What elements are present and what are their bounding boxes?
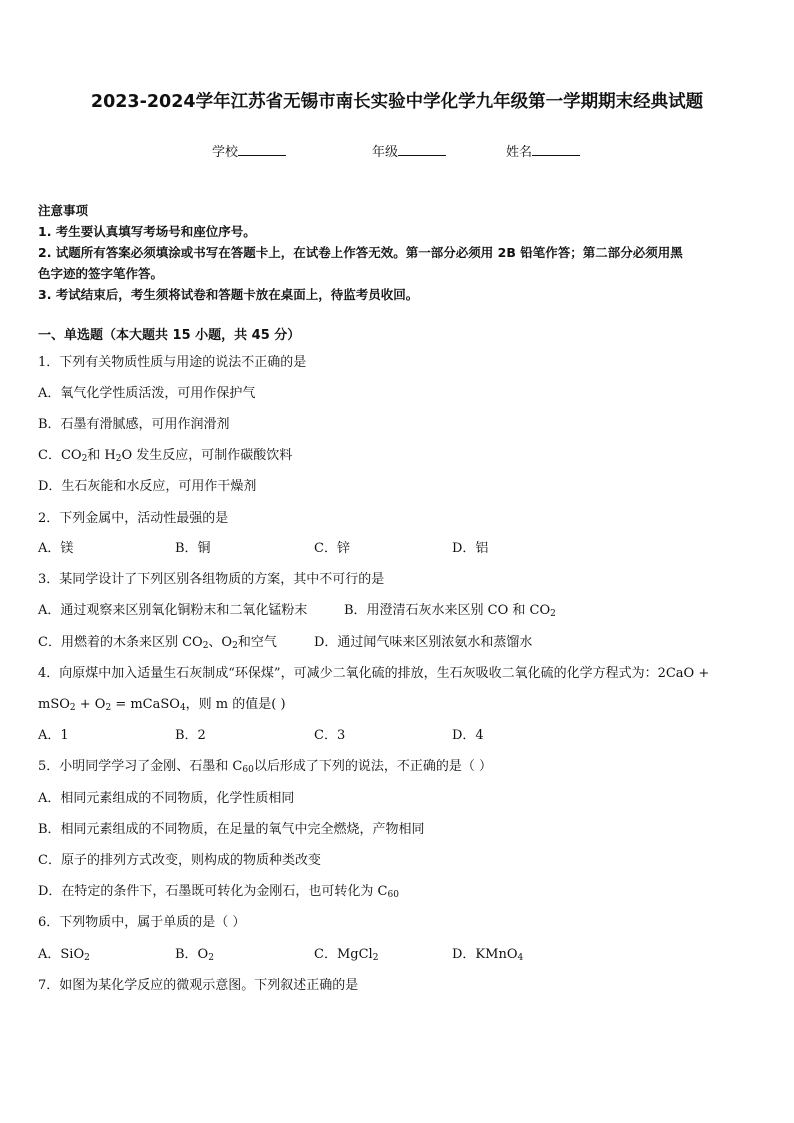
name-blank[interactable] [532,143,580,156]
school-field[interactable] [212,141,286,160]
q5-option-a: A．相同元素组成的不同物质，化学性质相同 [38,791,295,806]
q3-stem: 3．某同学设计了下列区别各组物质的方案，其中不可行的是 [38,572,385,587]
q4-equation: $mSO_2 + O_2$ = mCaSO$_4$，则 m 的值是( ) [38,697,286,713]
q2-stem: 2．下列金属中，活动性最强的是 [38,511,229,526]
q6-stem: 6．下列物质中，属于单质的是（ ） [38,915,246,930]
school-label: 学校 [212,145,239,160]
q6-option-c: C．MgCl$_2$ [314,947,379,963]
q6-options [38,947,758,963]
q5-stem: 5．小明同学学习了金刚、石墨和 $C_{60}$以后形成了下列的说法，不正确的是（ ） [38,759,492,775]
notice-item-2: 2. 试题所有答案必须填涂或书写在答题卡上，在试卷上作答无效。第一部分必须用 2B 铅笔作答；第二部分必须用黑 [38,245,683,260]
q3-options-cd [38,635,758,651]
grade-blank[interactable] [398,143,446,156]
notice-item-1: 1. 考生要认真填写考场号和座位序号。 [38,224,256,239]
q5-option-c: C．原子的排列方式改变，则构成的物质种类改变 [38,853,321,868]
q1-option-d: D．生石灰能和水反应，可用作干燥剂 [38,479,257,494]
q7-stem: 7．如图为某化学反应的微观示意图。下列叙述正确的是 [38,978,359,993]
school-blank[interactable] [238,143,286,156]
q1-option-a: A．氧气化学性质活泼，可用作保护气 [38,386,256,401]
grade-field[interactable] [372,141,446,160]
grade-label: 年级 [372,145,399,160]
q6-option-a: A．SiO$_2$ [38,947,90,963]
q3-option-b: B．用澄清石灰水来区别 CO 和 $CO_2$ [344,603,556,619]
q3-option-a: A．通过观察来区别氧化铜粉末和二氧化锰粉末 [38,603,308,618]
q4-option-a: A．1 [38,728,69,743]
q4-option-b: B．2 [175,728,206,743]
notice-heading: 注意事项 [38,203,89,218]
q5-option-d: D．在特定的条件下，石墨既可转化为金刚石，也可转化为 $C_{60}$ [38,884,399,900]
q4-option-c: C．3 [314,728,346,743]
q2-option-b: B．铜 [175,541,211,556]
name-field[interactable] [506,141,580,160]
notice-item-3: 3. 考试结束后，考生须将试卷和答题卡放在桌面上，待监考员收回。 [38,287,419,302]
q6-option-b: B．$O_2$ [175,947,214,963]
q1-option-b: B．石墨有滑腻感，可用作润滑剂 [38,417,230,432]
name-label: 姓名 [506,145,533,160]
q4-option-d: D．4 [452,728,484,743]
q3-option-d: D．通过闻气味来区别浓氨水和蒸馏水 [314,635,533,650]
notice-item-2-cont: 色字迹的签字笔作答。 [38,266,164,281]
q4-options [38,728,758,744]
q2-options [38,541,758,557]
q4-stem: 4．向原煤中加入适量生石灰制成“环保煤”，可减少二氧化硫的排放，生石灰吸收二氧化硫的化学方程式为：2CaO + [38,666,710,681]
q5-option-b: B．相同元素组成的不同物质，在足量的氧气中完全燃烧，产物相同 [38,822,425,837]
q3-options-ab [38,603,758,619]
q2-option-c: C．锌 [314,541,350,556]
page-title: 2023-2024学年江苏省无锡市南长实验中学化学九年级第一学期期末经典试题 [90,92,704,112]
q3-option-c: C．用燃着的木条来区别 $CO_2$、$O_2$和空气 [38,635,277,651]
q2-option-a: A．镁 [38,541,74,556]
q1-option-c: C．$CO_2$和 $H_2O$ 发生反应，可制作碳酸饮料 [38,448,293,464]
q1-stem: 1．下列有关物质性质与用途的说法不正确的是 [38,355,307,370]
q6-option-d: D．KMnO$_4$ [452,947,524,963]
q2-option-d: D．铝 [452,541,489,556]
section-heading: 一、单选题（本大题共 15 小题，共 45 分） [38,328,301,343]
